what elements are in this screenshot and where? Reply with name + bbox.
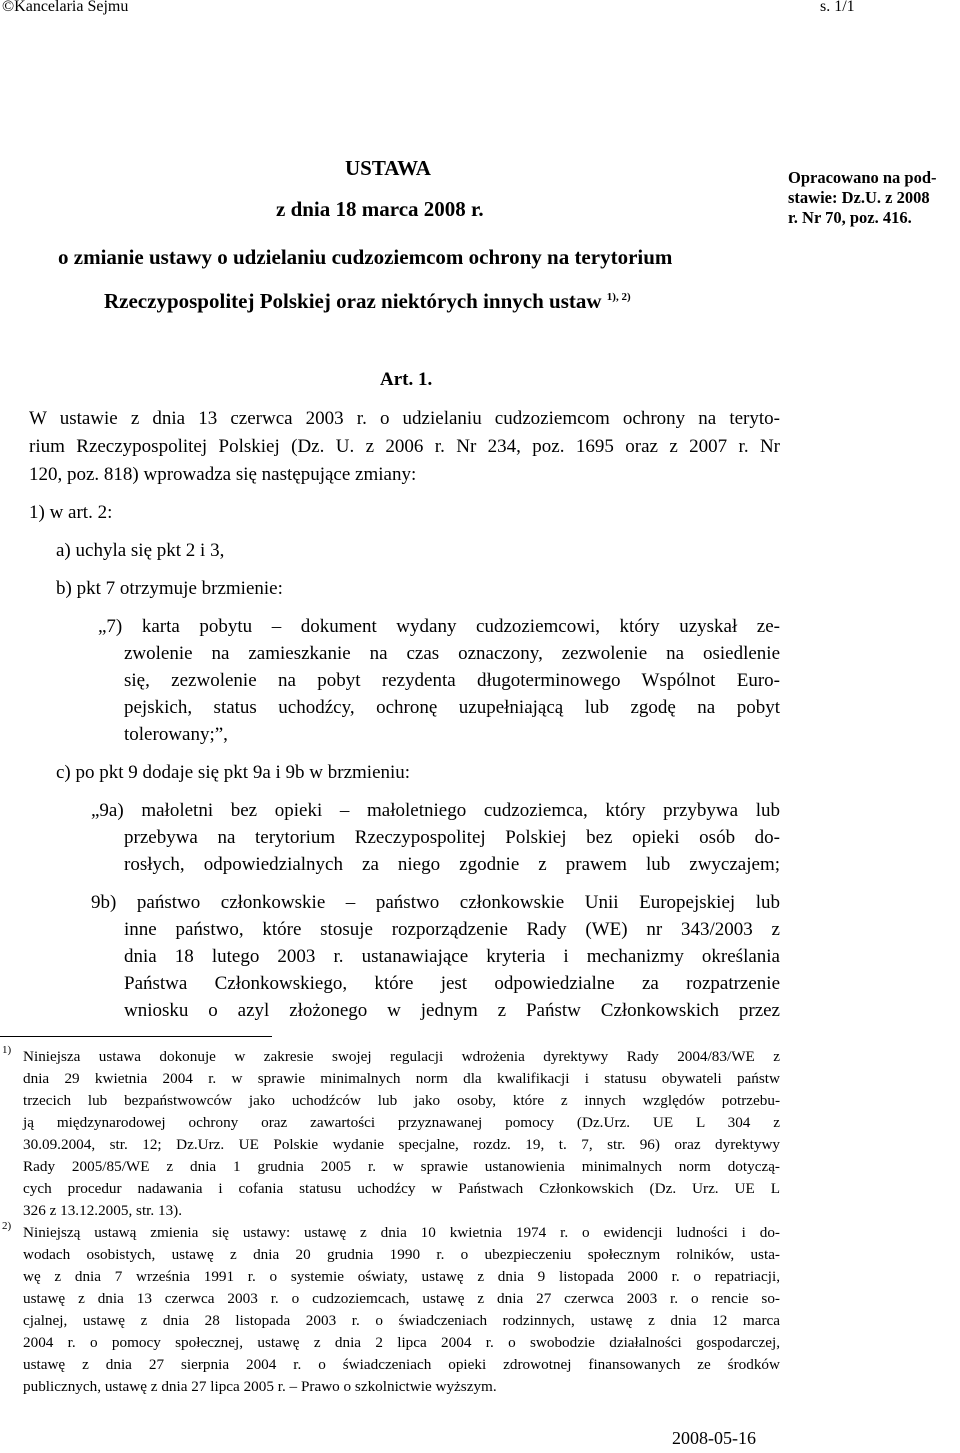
footnote-1-line1: Niniejsza ustawa dokonuje w zakresie swojej regulacji wdrożenia dyrektywy Rady 2004/83/WE z xyxy=(23,1048,780,1065)
act-subject-line2 xyxy=(104,289,631,314)
article-heading: Art. 1. xyxy=(380,369,433,390)
footer-date: 2008-05-16 xyxy=(672,1428,756,1448)
footnote-1-line8: 326 z 13.12.2005, str. 13). xyxy=(23,1202,183,1219)
footnote-1-line7: cych procedur nadawania i cofania statusu uchodźcy w Państwach Członkowskich (Dz. Urz. UE L xyxy=(23,1180,780,1197)
header-left: ©Kancelaria Sejmu xyxy=(2,0,129,15)
footnote-2-line2: wodach osobistych, ustawę z dnia 20 grudnia 1990 r. o ubezpieczeniu społecznym rolników, usta- xyxy=(23,1246,780,1263)
article-intro-line3: 120, poz. 818) wprowadza się następujące zmiany: xyxy=(29,464,417,485)
footnote-2-line6: 2004 r. o pomocy społecznej, ustawę z dnia 2 lipca 2004 r. o swobodzie działalności gospodarczej, xyxy=(23,1334,780,1351)
act-type: USTAWA xyxy=(345,156,431,180)
act-subject-line1: o zmianie ustawy o udzielaniu cudzoziemcom ochrony na terytorium xyxy=(58,245,673,269)
footnote-2-line5: cjalnej, ustawę z dnia 28 listopada 2003 r. o świadczeniach rodzinnych, ustawę z dnia 12 marca xyxy=(23,1312,780,1329)
act-date: z dnia 18 marca 2008 r. xyxy=(276,197,484,221)
quote-7-line5: tolerowany;”, xyxy=(124,724,228,745)
footnote-2-line8: publicznych, ustawę z dnia 27 lipca 2005 r. – Prawo o szkolnictwie wyższym. xyxy=(23,1378,497,1395)
quote-9b-line1: 9b) państwo członkowskie – państwo członkowskie Unii Europejskiej lub xyxy=(91,892,780,913)
article-intro-line1: W ustawie z dnia 13 czerwca 2003 r. o udzielaniu cudzoziemcom ochrony na teryto- xyxy=(29,408,780,429)
point-1a: a) uchyla się pkt 2 i 3, xyxy=(56,540,225,561)
quote-9a-line3: rosłych, odpowiedzialnych za niego zgodnie z prawem lub zwyczajem; xyxy=(124,854,780,875)
point-1: 1) w art. 2: xyxy=(29,502,113,523)
quote-7-line3: się, zezwolenie na pobyt rezydenta długoterminowego Wspólnot Euro- xyxy=(124,670,780,691)
footnote-reference: 1), 2) xyxy=(606,291,631,303)
source-note-line2: stawie: Dz.U. z 2008 xyxy=(788,188,930,207)
footnote-2-line3: wę z dnia 7 września 1991 r. o systemie oświaty, ustawę z dnia 9 listopada 2000 r. o repatriacji, xyxy=(23,1268,780,1285)
quote-7-line4: pejskich, status uchodźcy, ochronę uzupełniającą lub zgodę na pobyt xyxy=(124,697,780,718)
point-1b: b) pkt 7 otrzymuje brzmienie: xyxy=(56,578,283,599)
footnote-1-line3: trzecich lub bezpaństwowców jako uchodźców lub jako osoby, które z innych względów potrzebu- xyxy=(23,1092,780,1109)
quote-9b-line4: Państwa Członkowskiego, które jest odpowiedzialne za rozpatrzenie xyxy=(124,973,780,994)
footnote-separator xyxy=(0,1036,272,1037)
article-intro-line2: rium Rzeczypospolitej Polskiej (Dz. U. z 2006 r. Nr 234, poz. 1695 oraz z 2007 r. Nr xyxy=(29,436,780,457)
footnote-2-line1: Niniejszą ustawą zmienia się ustawy: ustawę z dnia 10 kwietnia 1974 r. o ewidencji ludności i do- xyxy=(23,1224,780,1241)
footnote-1-line2: dnia 29 kwietnia 2004 r. w sprawie minimalnych norm dla kwalifikacji i statusu obywateli państw xyxy=(23,1070,780,1087)
header-page-number: s. 1/1 xyxy=(820,0,855,15)
source-note-line1: Opracowano na pod- xyxy=(788,168,937,187)
act-subject-text: Rzeczypospolitej Polskiej oraz niektórych innych ustaw xyxy=(104,289,602,313)
footnote-2-line4: ustawę z dnia 13 czerwca 2003 r. o cudzoziemcach, ustawę z dnia 27 czerwca 2003 r. o rencie so- xyxy=(23,1290,780,1307)
quote-9b-line3: dnia 18 lutego 2003 r. ustanawiające kryteria i mechanizmy określania xyxy=(124,946,780,967)
footnote-1-line5: 30.09.2004, str. 12; Dz.Urz. UE Polskie wydanie specjalne, rozdz. 19, t. 7, str. 96) oraz dyrektywy xyxy=(23,1136,780,1153)
quote-9b-line5: wniosku o azyl złożonego w jednym z Państw Członkowskich przez xyxy=(124,1000,780,1021)
footnote-1-line4: ją międzynarodowej ochrony oraz zawartości przyznawanej pomocy (Dz.Urz. UE L 304 z xyxy=(23,1114,780,1131)
quote-9b-line2: inne państwo, które stosuje rozporządzenie Rady (WE) nr 343/2003 z xyxy=(124,919,780,940)
quote-7-line1: „7) karta pobytu – dokument wydany cudzoziemcowi, który uzyskał ze- xyxy=(98,616,780,637)
footnote-2-mark: 2) xyxy=(2,1220,12,1232)
point-1c: c) po pkt 9 dodaje się pkt 9a i 9b w brzmieniu: xyxy=(56,762,411,783)
footnote-1-mark: 1) xyxy=(2,1044,12,1056)
quote-7-line2: zwolenie na zamieszkanie na czas oznaczony, zezwolenie na osiedlenie xyxy=(124,643,780,664)
quote-9a-line1: „9a) małoletni bez opieki – małoletniego cudzoziemca, który przybywa lub xyxy=(91,800,780,821)
footnote-2-line7: ustawę z dnia 27 sierpnia 2004 r. o świadczeniach opieki zdrowotnej finansowanych ze środków xyxy=(23,1356,780,1373)
quote-9a-line2: przebywa na terytorium Rzeczypospolitej Polskiej bez opieki osób do- xyxy=(124,827,780,848)
footnote-1-line6: Rady 2005/85/WE z dnia 1 grudnia 2005 r. w sprawie ustanowienia minimalnych norm dotyczą- xyxy=(23,1158,780,1175)
source-note-line3: r. Nr 70, poz. 416. xyxy=(788,208,912,227)
